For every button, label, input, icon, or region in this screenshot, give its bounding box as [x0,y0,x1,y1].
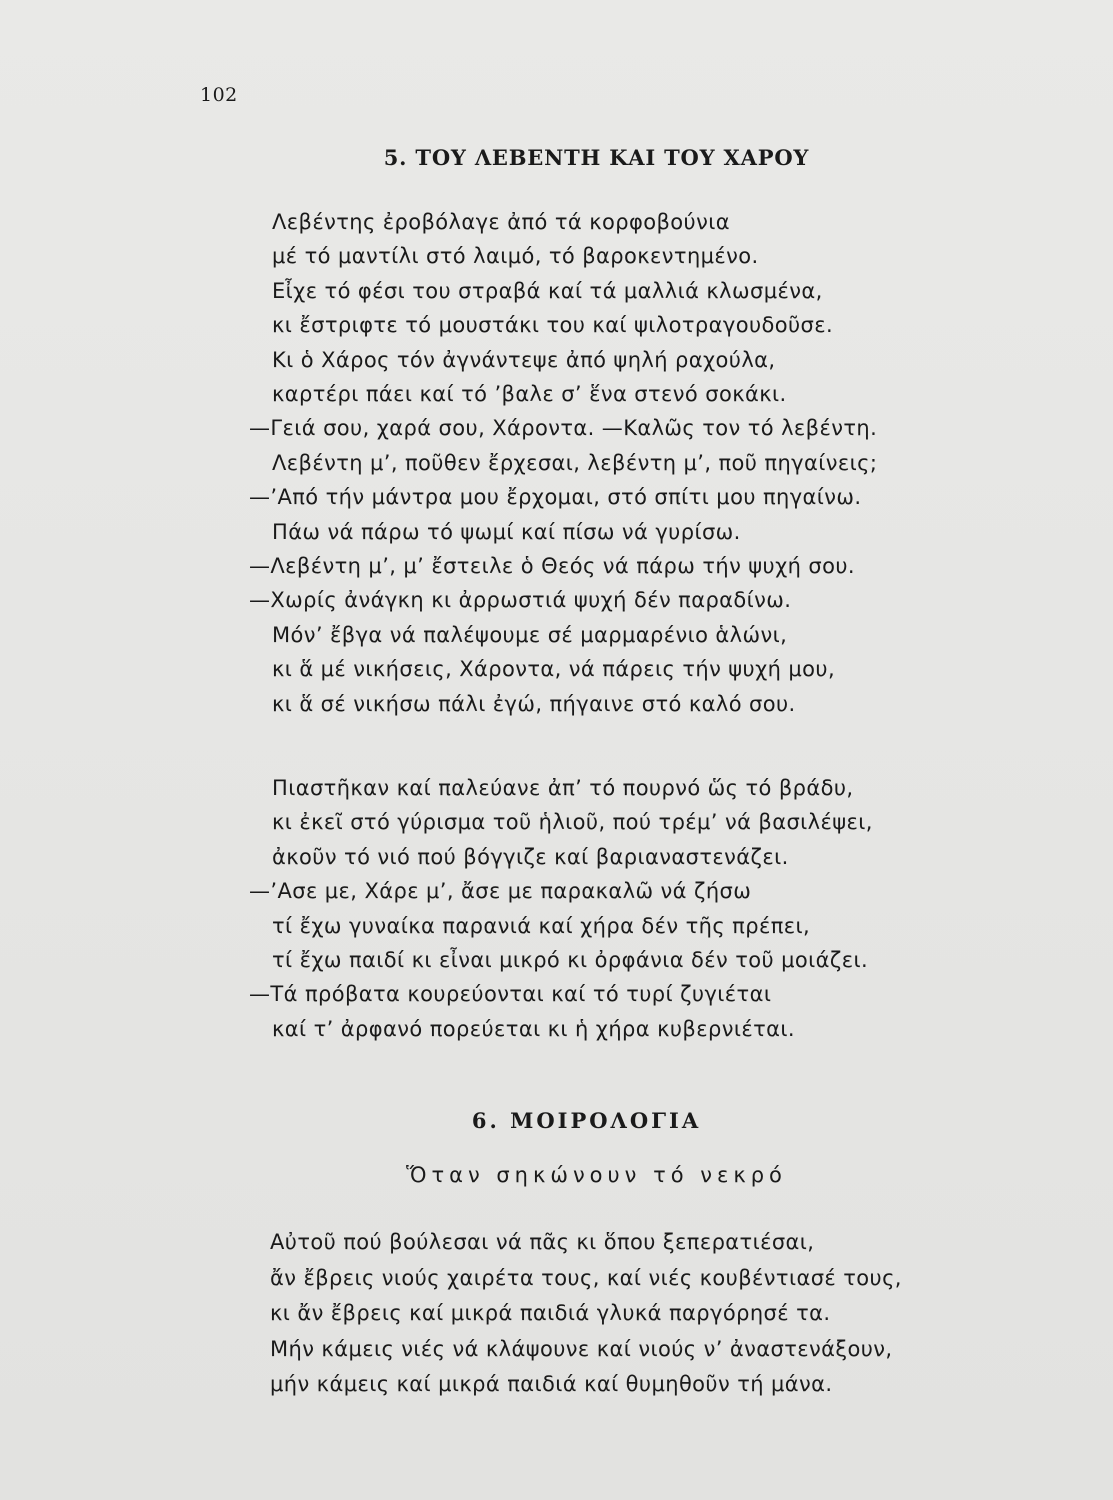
poem-line: τί ἔχω γυναίκα παρανιά καί χήρα δέν τῆς πρέπει, [272,913,811,938]
poem-line: ἄν ἔβρεις νιούς χαιρέτα τους, καί νιές κουβέντιασέ τους, [270,1265,902,1290]
poem-line: —Χωρίς ἀνάγκη κι ἀρρωστιά ψυχή δέν παραδίνω. [249,588,792,613]
page-number: 102 [200,84,238,106]
poem-line: Εἶχε τό φέσι του στραβά καί τά μαλλιά κλωσμένα, [272,278,823,303]
poem-line: κι ἅ σέ νικήσω πάλι ἐγώ, πήγαινε στό καλό σου. [272,691,796,716]
poem-line: καί τ’ ἀρφανό πορεύεται κι ἡ χήρα κυβερνιέται. [272,1016,795,1041]
poem-line: Αὐτοῦ πού βούλεσαι νά πᾶς κι ὅπου ξεπερατιέσαι, [270,1230,815,1254]
poem-line: ἀκοῦν τό νιό πού βόγγιζε καί βαριαναστενάζει. [272,844,789,869]
poem-line: καρτέρι πάει καί τό ’βαλε σ’ ἕνα στενό σοκάκι. [272,382,787,406]
poem-line: Μόν’ ἔβγα νά παλέψουμε σέ μαρμαρένιο ἁλώνι, [272,622,788,647]
poem-line: κι ἔστριφτε τό μουστάκι του καί ψιλοτραγουδοῦσε. [272,313,834,338]
poem-line: Μήν κάμεις νιές νά κλάψουνε καί νιούς ν’ ἀναστενάξουν, [270,1336,893,1361]
poem-line: —Τά πρόβατα κουρεύονται καί τό τυρί ζυγιέται [249,982,772,1007]
poem-line: —Γειά σου, χαρά σου, Χάροντα. —Καλῶς τον τό λεβέντη. [249,416,878,441]
section-6-title: 6. ΜΟΙΡΟΛΟΓΙΑ [471,1108,702,1133]
section-6-subtitle: Ὅταν σηκώνουν τό νεκρό [406,1163,787,1187]
poem-line: —’Από τήν μάντρα μου ἔρχομαι, στό σπίτι μου πηγαίνω. [249,485,862,510]
poem-line: μέ τό μαντίλι στό λαιμό, τό βαροκεντημένο. [272,244,759,269]
poem-line: Λεβέντης ἐροβόλαγε ἀπό τά κορφοβούνια [272,210,730,234]
poem-line: Πιαστῆκαν καί παλεύανε ἀπ’ τό πουρνό ὥς τό βράδυ, [272,776,854,800]
poem-line: Κι ὁ Χάρος τόν ἀγνάντεψε ἀπό ψηλή ραχούλα, [272,347,776,372]
poem-line: —Λεβέντη μ’, μ’ ἔστειλε ὁ Θεός νά πάρω τήν ψυχή σου. [249,554,855,578]
poem-line: Πάω νά πάρω τό ψωμί καί πίσω νά γυρίσω. [272,519,741,544]
section-5-title: 5. ΤΟΥ ΛΕΒΕΝΤΗ ΚΑΙ ΤΟΥ ΧΑΡΟΥ [383,145,810,170]
poem-line: —’Ασε με, Χάρε μ’, ἄσε με παρακαλῶ νά ζήσω [249,879,752,904]
poem-line: τί ἔχω παιδί κι εἶναι μικρό κι ὀρφάνια δέν τοῦ μοιάζει. [272,948,869,972]
poem-line: κι ἅ μέ νικήσεις, Χάροντα, νά πάρεις τήν ψυχή μου, [272,657,836,682]
poem-line: κι ἐκεῖ στό γύρισμα τοῦ ἡλιοῦ, πού τρέμ’ νά βασιλέψει, [272,810,873,835]
poem-line: κι ἄν ἔβρεις καί μικρά παιδιά γλυκά παργόρησέ τα. [270,1301,831,1325]
poem-line: μήν κάμεις καί μικρά παιδιά καί θυμηθοῦν τή μάνα. [270,1372,833,1396]
poem-line: Λεβέντη μ’, ποῦθεν ἔρχεσαι, λεβέντη μ’, ποῦ πηγαίνεις; [272,450,878,475]
